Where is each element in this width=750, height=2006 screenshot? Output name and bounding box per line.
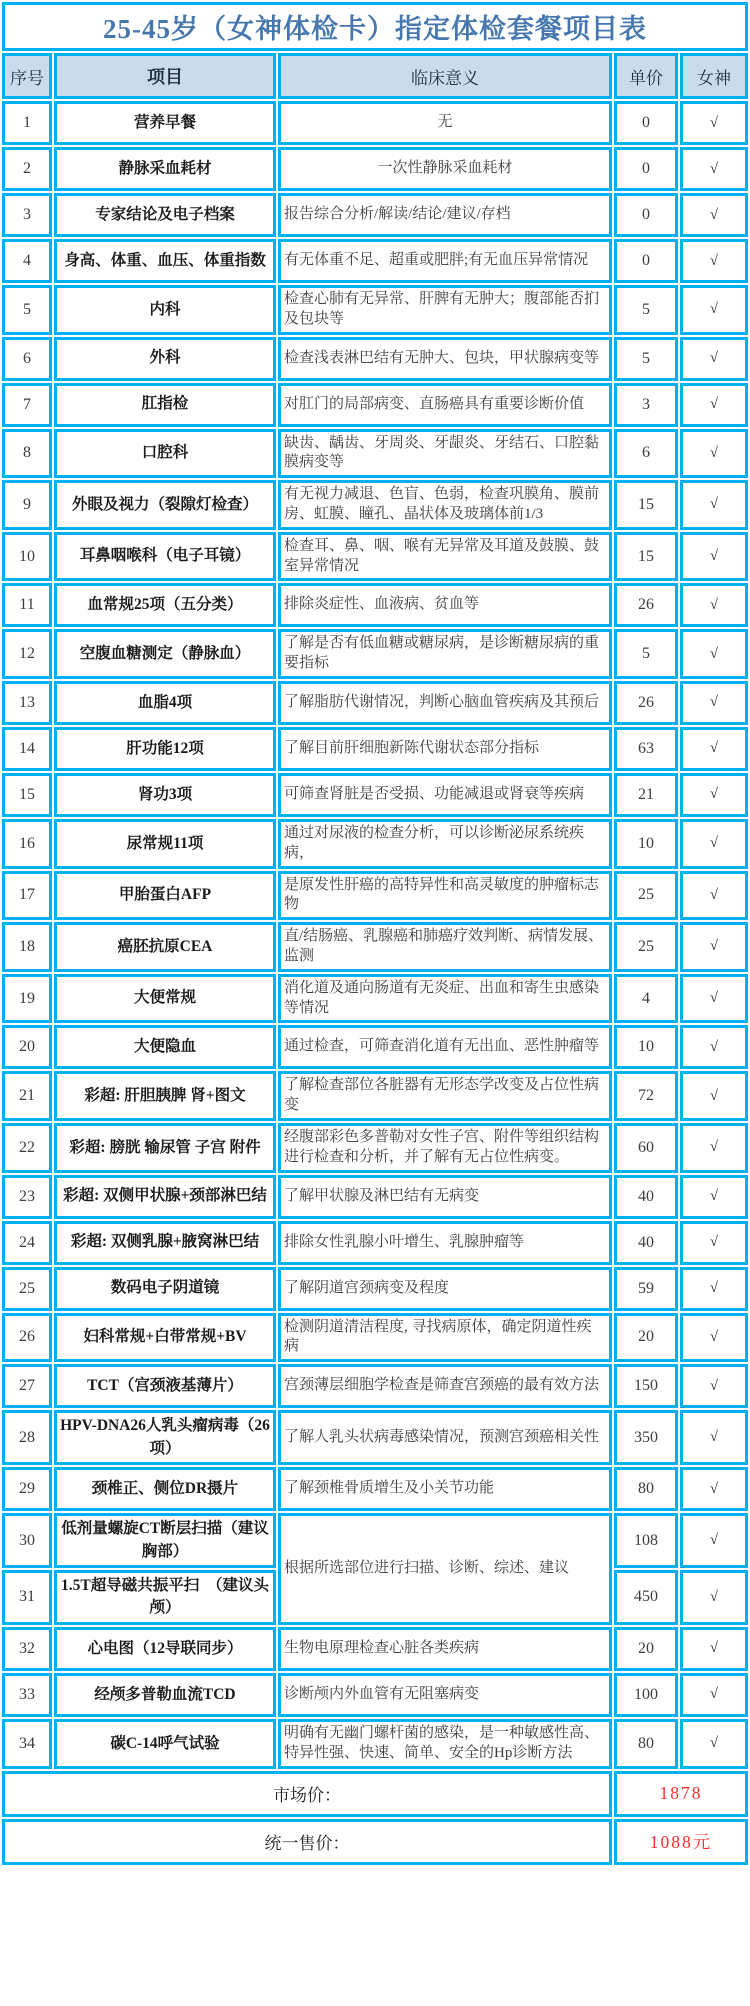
check-cell: √	[680, 727, 748, 771]
table-row	[2, 193, 748, 237]
check-cell: √	[680, 1627, 748, 1671]
table-row	[2, 1313, 748, 1363]
unified-price-label: 统一售价：	[2, 1819, 612, 1865]
meaning-cell: 消化道及通向肠道有无炎症、出血和寄生虫感染等情况	[278, 974, 612, 1024]
row-number-cell: 19	[2, 974, 52, 1024]
item-cell: 外科	[54, 337, 276, 381]
item-cell: 心电图（12导联同步）	[54, 1627, 276, 1671]
table-row	[2, 429, 748, 479]
row-number-cell: 6	[2, 337, 52, 381]
price-cell: 63	[614, 727, 678, 771]
table-row	[2, 285, 748, 335]
meaning-cell: 无	[278, 101, 612, 145]
check-cell: √	[680, 1719, 748, 1769]
table-row	[2, 1221, 748, 1265]
price-cell: 150	[614, 1364, 678, 1408]
item-cell: 肾功3项	[54, 773, 276, 817]
row-number-cell: 8	[2, 429, 52, 479]
price-cell: 0	[614, 193, 678, 237]
meaning-cell: 明确有无幽门螺杆菌的感染，是一种敏感性高、特异性强、快速、简单、安全的Hp诊断方法	[278, 1719, 612, 1769]
table-row	[2, 1673, 748, 1717]
table-row	[2, 1467, 748, 1511]
meaning-cell: 一次性静脉采血耗材	[278, 147, 612, 191]
check-cell: √	[680, 681, 748, 725]
meaning-cell: 了解目前肝细胞新陈代谢状态部分指标	[278, 727, 612, 771]
meaning-cell: 有无体重不足、超重或肥胖;有无血压异常情况	[278, 239, 612, 283]
row-number-cell: 1	[2, 101, 52, 145]
price-cell: 6	[614, 429, 678, 479]
header-item: 项目	[54, 53, 276, 99]
price-cell: 20	[614, 1627, 678, 1671]
meaning-cell: 检查心肺有无异常、肝脾有无肿大；腹部能否扪及包块等	[278, 285, 612, 335]
table-row	[2, 1513, 748, 1568]
item-cell: HPV-DNA26人乳头瘤病毒（26项）	[54, 1410, 276, 1465]
row-number-cell: 30	[2, 1513, 52, 1568]
row-number-cell: 31	[2, 1570, 52, 1625]
meaning-cell: 排除女性乳腺小叶增生、乳腺肿瘤等	[278, 1221, 612, 1265]
check-cell: √	[680, 101, 748, 145]
row-number-cell: 2	[2, 147, 52, 191]
check-cell: √	[680, 337, 748, 381]
meaning-cell: 对肛门的局部病变、直肠癌具有重要诊断价值	[278, 383, 612, 427]
check-cell: √	[680, 1221, 748, 1265]
meaning-cell: 了解是否有低血糖或糖尿病，是诊断糖尿病的重要指标	[278, 629, 612, 679]
price-cell: 59	[614, 1267, 678, 1311]
item-cell: 颈椎正、侧位DR摄片	[54, 1467, 276, 1511]
check-cell: √	[680, 871, 748, 921]
check-cell: √	[680, 629, 748, 679]
table-row	[2, 239, 748, 283]
table-row	[2, 383, 748, 427]
meaning-cell: 了解检查部位各脏器有无形态学改变及占位性病变	[278, 1071, 612, 1121]
check-cell: √	[680, 1025, 748, 1069]
row-number-cell: 26	[2, 1313, 52, 1363]
meaning-cell: 缺齿、龋齿、牙周炎、牙龈炎、牙结石、口腔黏膜病变等	[278, 429, 612, 479]
price-cell: 0	[614, 239, 678, 283]
header-meaning: 临床意义	[278, 53, 612, 99]
price-cell: 5	[614, 337, 678, 381]
price-cell: 5	[614, 629, 678, 679]
check-cell: √	[680, 1267, 748, 1311]
check-cell: √	[680, 1467, 748, 1511]
price-cell: 3	[614, 383, 678, 427]
unified-price-row	[2, 1819, 748, 1865]
check-cell: √	[680, 1364, 748, 1408]
meaning-cell: 可筛查肾脏是否受损、功能减退或肾衰等疾病	[278, 773, 612, 817]
item-cell: 身高、体重、血压、体重指数	[54, 239, 276, 283]
table-row	[2, 1267, 748, 1311]
item-cell: 1.5T超导磁共振平扫 （建议头颅）	[54, 1570, 276, 1625]
check-cell: √	[680, 1071, 748, 1121]
table-row	[2, 727, 748, 771]
header-goddess: 女神	[680, 53, 748, 99]
item-cell: 甲胎蛋白AFP	[54, 871, 276, 921]
price-cell: 80	[614, 1467, 678, 1511]
item-cell: 妇科常规+白带常规+BV	[54, 1313, 276, 1363]
meaning-cell: 检测阴道清洁程度, 寻找病原体，确定阴道性疾病	[278, 1313, 612, 1363]
item-cell: 彩超: 双侧甲状腺+颈部淋巴结	[54, 1175, 276, 1219]
table-row	[2, 337, 748, 381]
meaning-cell: 通过对尿液的检查分析，可以诊断泌尿系统疾病，	[278, 819, 612, 869]
meaning-cell: 通过检查，可筛查消化道有无出血、恶性肿瘤等	[278, 1025, 612, 1069]
row-number-cell: 16	[2, 819, 52, 869]
check-cell: √	[680, 383, 748, 427]
meaning-cell: 生物电原理检查心脏各类疾病	[278, 1627, 612, 1671]
row-number-cell: 5	[2, 285, 52, 335]
item-cell: 彩超: 膀胱 输尿管 子宫 附件	[54, 1123, 276, 1173]
check-cell: √	[680, 1313, 748, 1363]
row-number-cell: 22	[2, 1123, 52, 1173]
table-row	[2, 532, 748, 582]
item-cell: TCT（宫颈液基薄片）	[54, 1364, 276, 1408]
title-row	[2, 2, 748, 51]
price-cell: 40	[614, 1221, 678, 1265]
item-cell: 血常规25项（五分类）	[54, 583, 276, 627]
check-cell: √	[680, 1673, 748, 1717]
meaning-cell: 经腹部彩色多普勒对女性子宫、附件等组织结构进行检查和分析，并了解有无占位性病变。	[278, 1123, 612, 1173]
row-number-cell: 11	[2, 583, 52, 627]
table-row	[2, 1175, 748, 1219]
table-row	[2, 1025, 748, 1069]
row-number-cell: 7	[2, 383, 52, 427]
check-cell: √	[680, 147, 748, 191]
check-cell: √	[680, 532, 748, 582]
check-cell: √	[680, 1123, 748, 1173]
check-cell: √	[680, 583, 748, 627]
meaning-cell: 是原发性肝癌的高特异性和高灵敏度的肿瘤标志物	[278, 871, 612, 921]
item-cell: 肝功能12项	[54, 727, 276, 771]
item-cell: 口腔科	[54, 429, 276, 479]
row-number-cell: 25	[2, 1267, 52, 1311]
price-cell: 60	[614, 1123, 678, 1173]
row-number-cell: 32	[2, 1627, 52, 1671]
row-number-cell: 3	[2, 193, 52, 237]
price-cell: 15	[614, 480, 678, 530]
price-cell: 25	[614, 871, 678, 921]
table-row	[2, 480, 748, 530]
table-row	[2, 681, 748, 725]
check-cell: √	[680, 773, 748, 817]
meaning-cell: 了解甲状腺及淋巴结有无病变	[278, 1175, 612, 1219]
row-number-cell: 15	[2, 773, 52, 817]
table-row	[2, 871, 748, 921]
table-row	[2, 101, 748, 145]
row-number-cell: 24	[2, 1221, 52, 1265]
check-cell: √	[680, 974, 748, 1024]
item-cell: 静脉采血耗材	[54, 147, 276, 191]
check-cell: √	[680, 1513, 748, 1568]
table-row	[2, 1123, 748, 1173]
market-price-row	[2, 1771, 748, 1817]
item-cell: 耳鼻咽喉科（电子耳镜）	[54, 532, 276, 582]
table-row	[2, 922, 748, 972]
check-cell: √	[680, 1410, 748, 1465]
price-cell: 72	[614, 1071, 678, 1121]
price-cell: 80	[614, 1719, 678, 1769]
meaning-cell: 直/结肠癌、乳腺癌和肺癌疗效判断、病情发展、监测	[278, 922, 612, 972]
table-body	[2, 101, 748, 1769]
meaning-cell: 检查耳、鼻、咽、喉有无异常及耳道及鼓膜、鼓室异常情况	[278, 532, 612, 582]
price-cell: 26	[614, 583, 678, 627]
meaning-cell: 了解人乳头状病毒感染情况，预测宫颈癌相关性	[278, 1410, 612, 1465]
market-price-value: 1878	[614, 1771, 748, 1817]
item-cell: 营养早餐	[54, 101, 276, 145]
table-row	[2, 1364, 748, 1408]
check-cell: √	[680, 239, 748, 283]
price-cell: 20	[614, 1313, 678, 1363]
table-row	[2, 1627, 748, 1671]
header-price: 单价	[614, 53, 678, 99]
price-cell: 5	[614, 285, 678, 335]
item-cell: 彩超: 双侧乳腺+腋窝淋巴结	[54, 1221, 276, 1265]
row-number-cell: 18	[2, 922, 52, 972]
meaning-cell: 了解颈椎骨质增生及小关节功能	[278, 1467, 612, 1511]
table-row	[2, 974, 748, 1024]
row-number-cell: 12	[2, 629, 52, 679]
row-number-cell: 33	[2, 1673, 52, 1717]
price-cell: 4	[614, 974, 678, 1024]
check-cell: √	[680, 193, 748, 237]
row-number-cell: 14	[2, 727, 52, 771]
price-cell: 10	[614, 819, 678, 869]
meaning-cell: 诊断颅内外血管有无阻塞病变	[278, 1673, 612, 1717]
row-number-cell: 20	[2, 1025, 52, 1069]
price-cell: 40	[614, 1175, 678, 1219]
row-number-cell: 27	[2, 1364, 52, 1408]
item-cell: 大便常规	[54, 974, 276, 1024]
table-row	[2, 1410, 748, 1465]
price-cell: 100	[614, 1673, 678, 1717]
price-cell: 26	[614, 681, 678, 725]
row-number-cell: 34	[2, 1719, 52, 1769]
item-cell: 内科	[54, 285, 276, 335]
item-cell: 碳C-14呼气试验	[54, 1719, 276, 1769]
row-number-cell: 21	[2, 1071, 52, 1121]
item-cell: 癌胚抗原CEA	[54, 922, 276, 972]
check-cell: √	[680, 1175, 748, 1219]
item-cell: 低剂量螺旋CT断层扫描（建议胸部）	[54, 1513, 276, 1568]
meaning-cell: 检查浅表淋巴结有无肿大、包块，甲状腺病变等	[278, 337, 612, 381]
row-number-cell: 28	[2, 1410, 52, 1465]
table-row	[2, 629, 748, 679]
header-no: 序号	[2, 53, 52, 99]
row-number-cell: 23	[2, 1175, 52, 1219]
meaning-cell: 了解阴道宫颈病变及程度	[278, 1267, 612, 1311]
item-cell: 数码电子阴道镜	[54, 1267, 276, 1311]
check-cell: √	[680, 480, 748, 530]
table-row	[2, 773, 748, 817]
row-number-cell: 13	[2, 681, 52, 725]
market-price-label: 市场价：	[2, 1771, 612, 1817]
item-cell: 血脂4项	[54, 681, 276, 725]
table-row	[2, 1719, 748, 1769]
table-row	[2, 147, 748, 191]
row-number-cell: 10	[2, 532, 52, 582]
check-cell: √	[680, 922, 748, 972]
item-cell: 尿常规11项	[54, 819, 276, 869]
item-cell: 大便隐血	[54, 1025, 276, 1069]
price-cell: 21	[614, 773, 678, 817]
price-cell: 450	[614, 1570, 678, 1625]
check-cell: √	[680, 1570, 748, 1625]
item-cell: 彩超: 肝胆胰脾 肾+图文	[54, 1071, 276, 1121]
table-row	[2, 1071, 748, 1121]
price-cell: 350	[614, 1410, 678, 1465]
item-cell: 经颅多普勒血流TCD	[54, 1673, 276, 1717]
table-row	[2, 583, 748, 627]
item-cell: 空腹血糖测定（静脉血）	[54, 629, 276, 679]
meaning-cell: 有无视力减退、色盲、色弱，检查巩膜角、膜前房、虹膜、瞳孔、晶状体及玻璃体前1/3	[278, 480, 612, 530]
meaning-cell: 报告综合分析/解读/结论/建议/存档	[278, 193, 612, 237]
item-cell: 外眼及视力（裂隙灯检查）	[54, 480, 276, 530]
check-cell: √	[680, 285, 748, 335]
item-cell: 专家结论及电子档案	[54, 193, 276, 237]
check-cell: √	[680, 429, 748, 479]
item-cell: 肛指检	[54, 383, 276, 427]
price-cell: 108	[614, 1513, 678, 1568]
price-cell: 0	[614, 147, 678, 191]
meaning-cell: 宫颈薄层细胞学检查是筛查宫颈癌的最有效方法	[278, 1364, 612, 1408]
price-cell: 15	[614, 532, 678, 582]
price-cell: 25	[614, 922, 678, 972]
row-number-cell: 4	[2, 239, 52, 283]
meaning-cell: 根据所选部位进行扫描、诊断、综述、建议	[278, 1513, 612, 1625]
price-cell: 0	[614, 101, 678, 145]
price-cell: 10	[614, 1025, 678, 1069]
page-title: 25-45岁（女神体检卡）指定体检套餐项目表	[2, 2, 748, 51]
unified-price-value: 1088元	[614, 1819, 748, 1865]
row-number-cell: 29	[2, 1467, 52, 1511]
table-row	[2, 819, 748, 869]
row-number-cell: 17	[2, 871, 52, 921]
meaning-cell: 了解脂肪代谢情况，判断心脑血管疾病及其预后	[278, 681, 612, 725]
header-row	[2, 53, 748, 99]
meaning-cell: 排除炎症性、血液病、贫血等	[278, 583, 612, 627]
check-cell: √	[680, 819, 748, 869]
row-number-cell: 9	[2, 480, 52, 530]
